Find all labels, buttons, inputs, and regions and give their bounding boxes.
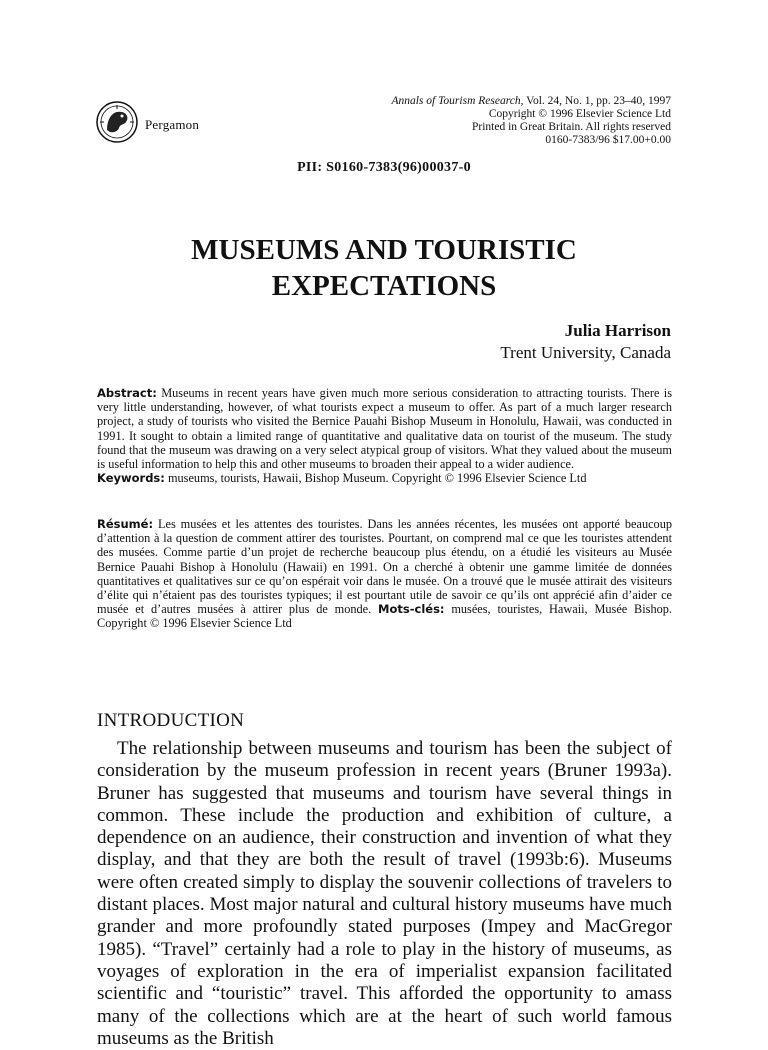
abstract	[97, 386, 672, 485]
article-title	[0, 232, 768, 304]
abstract-text: Museums in recent years have given much more serious consideration to attracting tourists. There is very little understanding, however, of what tourists expect a museum to offer. As part of a much larger research project, a study of tourists who visited the Bernice Pauahi Bishop Museum in Honolulu, Hawaii, was conducted in 1991. It sought to obtain a limited range of quantitative and qualitative data on tourist of the museum. The study found that the museum was drawing on a very select atypical group of visitors. What they valued about the museum is useful information to help this and other museums to broaden their appeal to a wider audience.	[97, 386, 672, 472]
intro-paragraph: The relationship between museums and tourism has been the subject of consideration by the museum profession in recent years (Bruner 1993a). Bruner has suggested that museums and tourism have several things in common. These include the production and exhibition of culture, a dependence on an audience, their construction and invention of what they display, and that they are both the result of travel (1993b:6). Museums were often created simply to display the souvenir collections of travelers to distant places. Most major natural and cultural history museums have much grander and more profoundly stated purposes (Impey and MacGregor 1985). “Travel” certainly had a role to play in the history of museums, as voyages of exploration in the era of imperialist expansion facilitated scientific and “touristic” travel. This afforded the opportunity to amass many of the collections which are at the heart of such world famous museums as the British	[97, 738, 672, 1049]
citation-line	[391, 95, 671, 108]
section-heading: INTRODUCTION	[97, 710, 245, 731]
title-line-2: EXPECTATIONS	[271, 270, 497, 302]
pergamon-logo-icon	[95, 100, 139, 144]
mots-cles-label: Mots-clés:	[378, 602, 445, 617]
copyright-line: Copyright © 1996 Elsevier Science Ltd	[488, 108, 671, 120]
keywords-label: Keywords:	[97, 471, 165, 486]
citation-block	[391, 95, 671, 147]
pii-identifier: PII: S0160-7383(96)00037-0	[297, 160, 471, 175]
volume-info: , Vol. 24, No. 1, pp. 23–40, 1997	[520, 95, 671, 107]
author-block	[500, 320, 671, 364]
mots-cles-text: musées, touristes, Hawaii, Musée Bishop. Copyright © 1996 Elsevier Science Ltd	[97, 602, 672, 631]
journal-name: Annals of Tourism Research	[391, 95, 521, 107]
author-name: Julia Harrison	[564, 321, 671, 340]
resume-label: Résumé:	[97, 517, 154, 531]
title-line-1: MUSEUMS AND TOURISTIC	[191, 234, 577, 266]
abstract-label: Abstract:	[97, 386, 157, 400]
publisher-name: Pergamon	[145, 117, 200, 132]
issn-line: 0160-7383/96 $17.00+0.00	[545, 134, 671, 146]
resume	[97, 517, 672, 631]
printed-line: Printed in Great Britain. All rights reserved	[472, 121, 671, 133]
resume-text: Les musées et les attentes des touristes. Dans les années récentes, les musées ont apporté beaucoup d’attention à la question de comment attirer des touristes. Pourtant, on comprend mal ce que les touristes attendent des musées. Comme partie d’un projet de recherche beaucoup plus étendu, on a étudié les visiteurs au Musée Bernice Pauahi Bishop à Honolulu (Hawaii) en 1991. On a cherché à obtenir une gamme limitée de données quantitatives et qualitatives sur ce qu’on espérait voir dans le musée. On a trouvé que le musée attirait des visiteurs d’élite qui n’étaient pas des touristes typiques; il est pourtant utile de savoir ce qu’ils ont apprécié afin d’aider ce musée et d’autres musées à attirer plus de monde.	[97, 517, 672, 617]
keywords-text: museums, tourists, Hawaii, Bishop Museum. Copyright © 1996 Elsevier Science Ltd	[164, 471, 587, 486]
author-affiliation: Trent University, Canada	[500, 343, 671, 362]
